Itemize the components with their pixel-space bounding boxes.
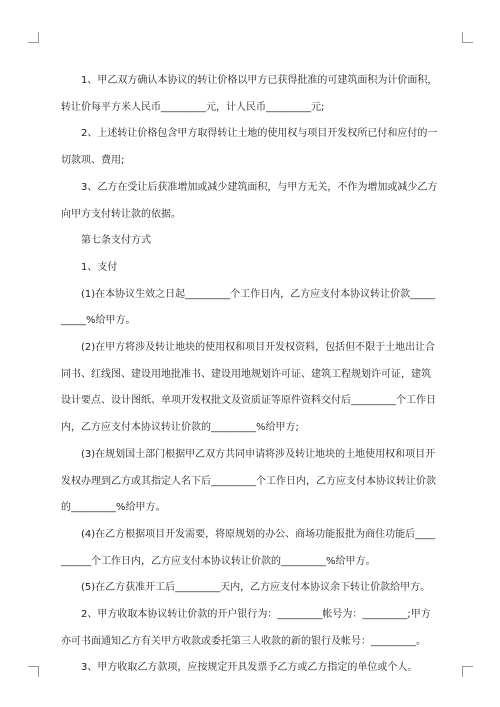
clause-area-change: 3、乙方在受让后获准增加或减少建筑面积，与甲方无关，不作为增加或减少乙方向甲方支付转让款的依据。: [61, 181, 438, 220]
document-body: [61, 68, 439, 682]
clause-invoice: 3、甲方收取乙方款项，应按规定开具发票予乙方或乙方指定的单位或个人。: [81, 662, 418, 674]
clause-bank-account: 2、甲方收取本协议转让价款的开户银行为：_________帐号为：_________;甲方亦可书面通知乙方有关甲方收款或委托第三人收款的新的银行及帐号：_________。: [61, 609, 431, 647]
payment-item-1: (1)在本协议生效之日起_________个工作日内，乙方应支付本协议转让价款__________%给甲方。: [61, 288, 436, 327]
crop-mark-top-right: [462, 32, 473, 43]
subheading-payment: 1、支付: [81, 261, 118, 273]
payment-item-3: (3)在规划国土部门根据甲乙双方共同申请将涉及转让地块的土地使用权和项目开发权办理到乙方或其指定人名下后_________个工作日内，乙方应支付本协议转让价款的_________%给甲方。: [61, 448, 436, 514]
crop-mark-bottom-right: [462, 666, 473, 677]
crop-mark-bottom-left: [28, 666, 39, 677]
clause-price-inclusion: 2、上述转让价格包含甲方取得转让土地的使用权与项目开发权所已付和应付的一切款项、费用;: [61, 128, 438, 167]
payment-item-2: (2)在甲方将涉及转让地块的使用权和项目开发权资料，包括但不限于土地出让合同书、红线图、建设用地批准书、建设用地规划许可证、建筑工程规划许可证，建筑设计要点、设计图纸、单项开发权批文及资质证等原件资料交付后_________个工作日内，乙方应支付本协议转让价款的_________%给甲方;: [61, 342, 436, 434]
payment-item-4: (4)在乙方根据项目开发需要，将原规划的办公、商场功能报批为商住功能后__________个工作日内，乙方应支付本协议转让价款的_________%给甲方。: [61, 528, 436, 567]
clause-price-basis: 1、甲乙双方确认本协议的转让价格以甲方已获得批准的可建筑面积为计价面积，转让价每平方米人民币_________元，计人民币_________元;: [61, 75, 438, 113]
section-heading-article-7: 第七条支付方式: [81, 235, 151, 247]
crop-mark-top-left: [28, 32, 39, 43]
payment-item-5: (5)在乙方获准开工后_________天内，乙方应支付本协议余下转让价款给甲方。: [81, 582, 431, 594]
